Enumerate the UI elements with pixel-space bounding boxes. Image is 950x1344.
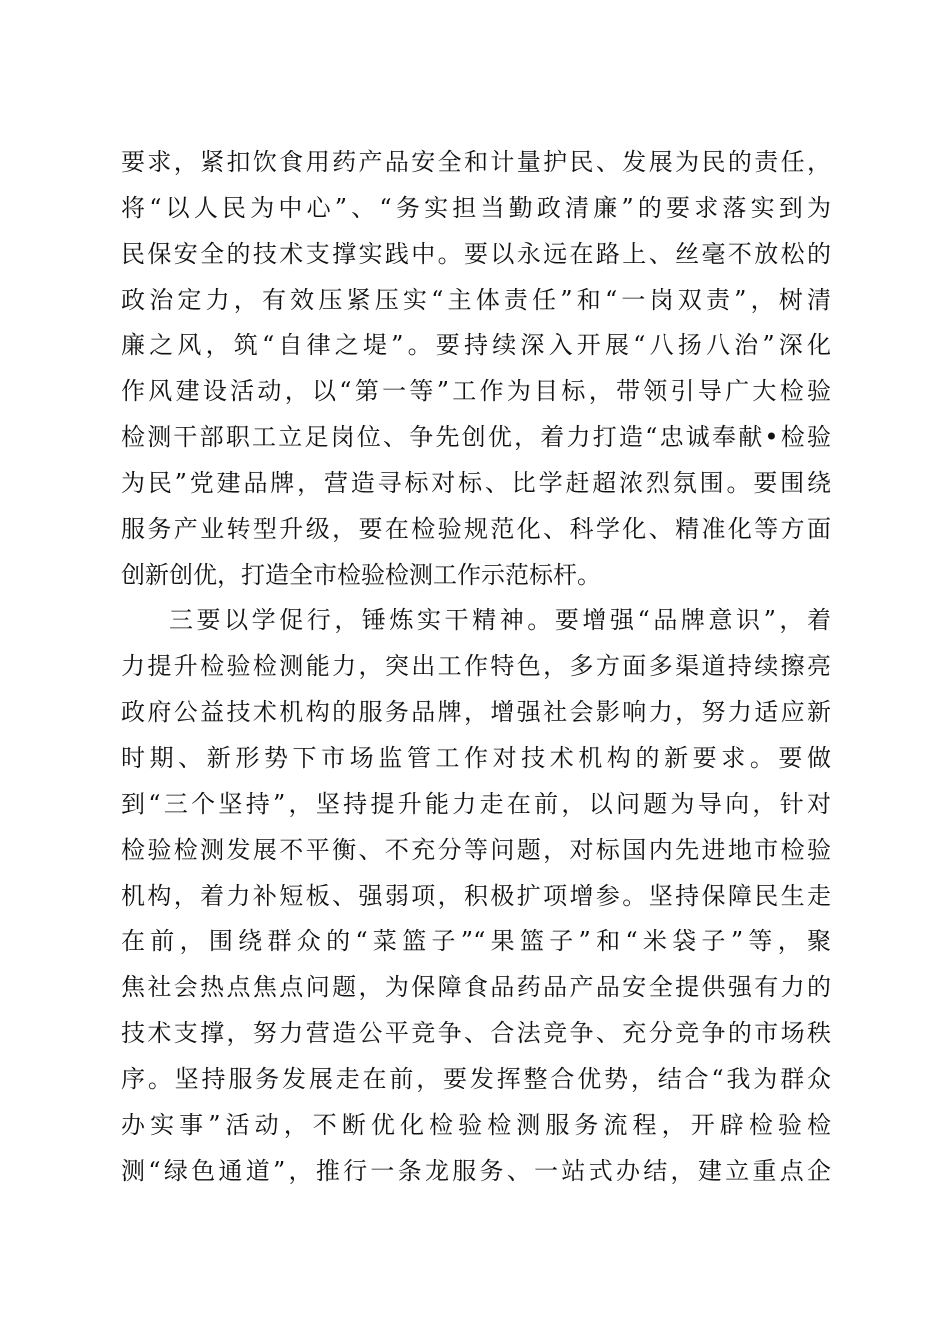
paragraph-2-line-2: 力提升检验检测能力，突出工作特色，多方面多渠道持续擦亮 [121, 652, 831, 681]
body-text [121, 140, 831, 1194]
paragraph-1-line-6: 作风建设活动，以“第一等”工作为目标，带领引导广大检验 [121, 377, 831, 406]
paragraph-2-line-10: 技术支撑，努力营造公平竞争、合法竞争、充分竞争的市场秩 [121, 1019, 831, 1048]
paragraph-2-line-9: 焦社会热点焦点问题，为保障食品药品产品安全提供强有力的 [121, 973, 831, 1002]
paragraph-1-line-8: 为民”党建品牌，营造寻标对标、比学赶超浓烈氛围。要围绕 [121, 468, 831, 497]
paragraph-1-line-2: 将“以人民为中心”、“务实担当勤政清廉”的要求落实到为 [121, 193, 831, 222]
paragraph-2-line-7: 机构，着力补短板、强弱项，积极扩项增参。坚持保障民生走 [121, 881, 831, 910]
paragraph-2-line-11: 序。坚持服务发展走在前，要发挥整合优势，结合“我为群众 [121, 1064, 831, 1093]
paragraph-2-line-3: 政府公益技术机构的服务品牌，增强社会影响力，努力适应新 [121, 698, 831, 727]
paragraph-1-line-1: 要求，紧扣饮食用药产品安全和计量护民、发展为民的责任， [121, 148, 831, 176]
paragraph-2-line-4: 时期、新形势下市场监管工作对技术机构的新要求。要做 [121, 743, 831, 772]
paragraph-1-line-4: 政治定力，有效压紧压实“主体责任”和“一岗双责”，树清 [121, 285, 831, 314]
paragraph-1-line-7: 检测干部职工立足岗位、争先创优，着力打造“忠诚奉献•检验 [121, 423, 831, 452]
paragraph-2-line-8: 在前，围绕群众的“菜篮子”“果篮子”和“米袋子”等，聚 [121, 927, 831, 956]
paragraph-2-line-12: 办实事”活动，不断优化检验检测服务流程，开辟检验检 [121, 1110, 831, 1139]
paragraph-1-line-3: 民保安全的技术支撑实践中。要以永远在路上、丝毫不放松的 [121, 239, 831, 268]
paragraph-1-line-5: 廉之风，筑“自律之堤”。要持续深入开展“八扬八治”深化 [121, 331, 831, 360]
paragraph-1-line-10: 创新创优，打造全市检验检测工作示范标杆。 [121, 560, 601, 589]
paragraph-2-line-1: 三要以学促行，锤炼实干精神。要增强“品牌意识”，着 [169, 606, 831, 635]
paragraph-2-line-6: 检验检测发展不平衡、不充分等问题，对标国内先进地市检验 [121, 835, 831, 864]
paragraph-2-line-13: 测“绿色通道”，推行一条龙服务、一站式办结，建立重点企 [121, 1156, 831, 1185]
paragraph-1-line-9: 服务产业转型升级，要在检验规范化、科学化、精准化等方面 [121, 514, 831, 543]
paragraph-2-line-5: 到“三个坚持”，坚持提升能力走在前，以问题为导向，针对 [121, 789, 831, 818]
